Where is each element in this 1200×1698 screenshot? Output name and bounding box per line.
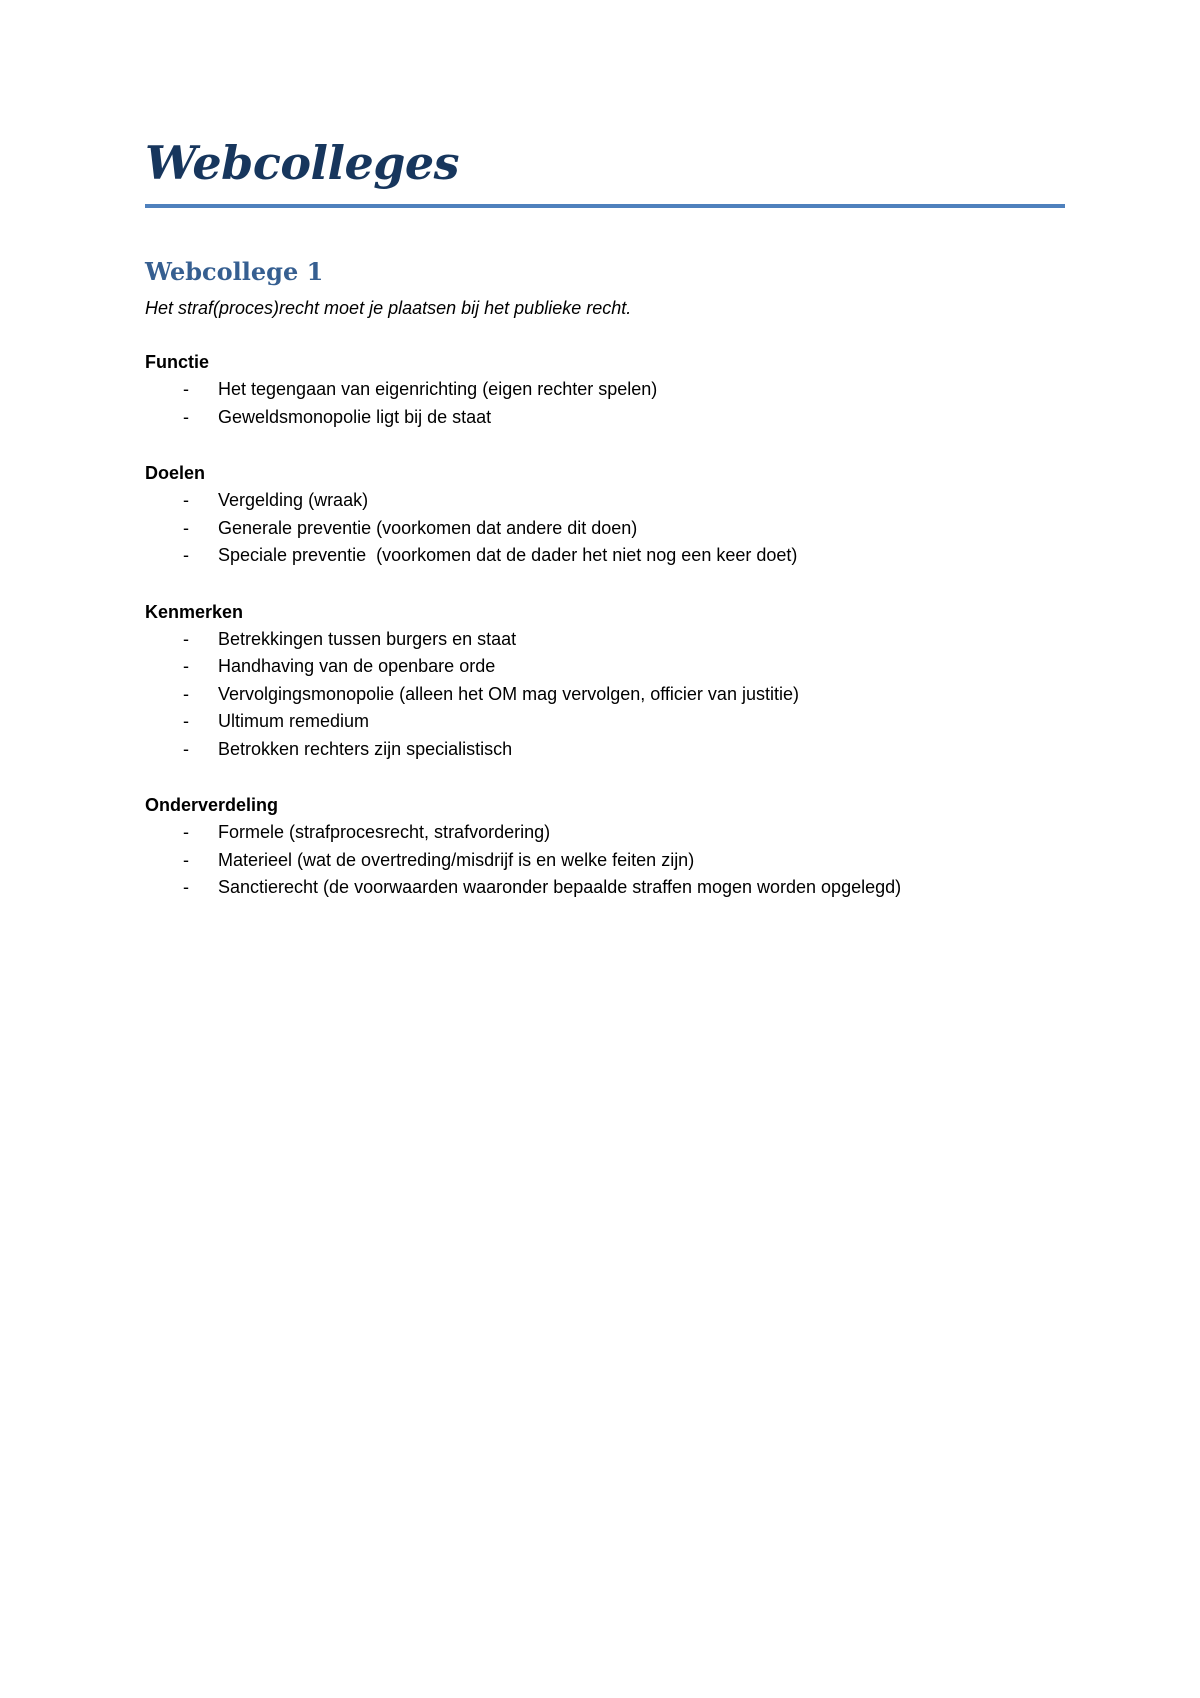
list-item-text: Betrekkingen tussen burgers en staat: [218, 628, 517, 649]
dash-bullet: -: [183, 683, 189, 704]
list-item-text: Betrokken rechters zijn specialistisch: [218, 738, 513, 759]
dash-bullet: -: [183, 406, 189, 427]
list-item: [145, 653, 1065, 681]
list-item: [145, 736, 1065, 764]
section-heading: Webcollege 1: [145, 257, 324, 286]
list-item-text: Vergelding (wraak): [218, 490, 369, 511]
dash-bullet: -: [183, 738, 189, 759]
list-item-text: Materieel (wat de overtreding/misdrijf is en welke feiten zijn): [218, 849, 695, 870]
dash-bullet: -: [183, 490, 189, 511]
list-item-text: Vervolgingsmonopolie (alleen het OM mag vervolgen, officier van justitie): [218, 683, 799, 704]
bullet-list: [145, 626, 1065, 764]
group-onderverdeling: [145, 792, 1065, 902]
list-item: [145, 542, 1065, 570]
section-intro: Het straf(proces)recht moet je plaatsen bij het publieke recht.: [145, 297, 632, 318]
list-item: [145, 708, 1065, 736]
group-title: Functie: [145, 352, 210, 373]
list-item-text: Formele (strafprocesrecht, strafvordering): [218, 822, 551, 843]
dash-bullet: -: [183, 877, 189, 898]
group-kenmerken: [145, 599, 1065, 764]
dash-bullet: -: [183, 849, 189, 870]
group-title: Onderverdeling: [145, 795, 279, 816]
list-item-text: Geweldsmonopolie ligt bij de staat: [218, 406, 492, 427]
list-item-text: Ultimum remedium: [218, 711, 370, 732]
list-item: [145, 819, 1065, 847]
list-item: [145, 404, 1065, 432]
group-title: Doelen: [145, 463, 206, 484]
group-title: Kenmerken: [145, 601, 244, 622]
list-item: [145, 874, 1065, 902]
dash-bullet: -: [183, 545, 189, 566]
document-title: Webcolleges: [145, 140, 1065, 208]
list-item-text: Generale preventie (voorkomen dat andere dit doen): [218, 517, 638, 538]
document-page: [145, 136, 1065, 902]
list-item: [145, 626, 1065, 654]
dash-bullet: -: [183, 656, 189, 677]
bullet-list: [145, 487, 1065, 570]
group-doelen: [145, 460, 1065, 570]
dash-bullet: -: [183, 711, 189, 732]
list-item: [145, 847, 1065, 875]
dash-bullet: -: [183, 379, 189, 400]
dash-bullet: -: [183, 822, 189, 843]
bullet-list: [145, 376, 1065, 431]
list-item-text: Handhaving van de openbare orde: [218, 656, 496, 677]
section-webcollege-1: [145, 258, 1065, 902]
list-item-text: Speciale preventie (voorkomen dat de dader het niet nog een keer doet): [218, 545, 798, 566]
list-item-text: Sanctierecht (de voorwaarden waaronder bepaalde straffen mogen worden opgelegd): [218, 877, 902, 898]
dash-bullet: -: [183, 628, 189, 649]
list-item-text: Het tegengaan van eigenrichting (eigen rechter spelen): [218, 379, 658, 400]
dash-bullet: -: [183, 517, 189, 538]
list-item: [145, 376, 1065, 404]
list-item: [145, 515, 1065, 543]
bullet-list: [145, 819, 1065, 902]
list-item: [145, 681, 1065, 709]
list-item: [145, 487, 1065, 515]
group-functie: [145, 349, 1065, 431]
